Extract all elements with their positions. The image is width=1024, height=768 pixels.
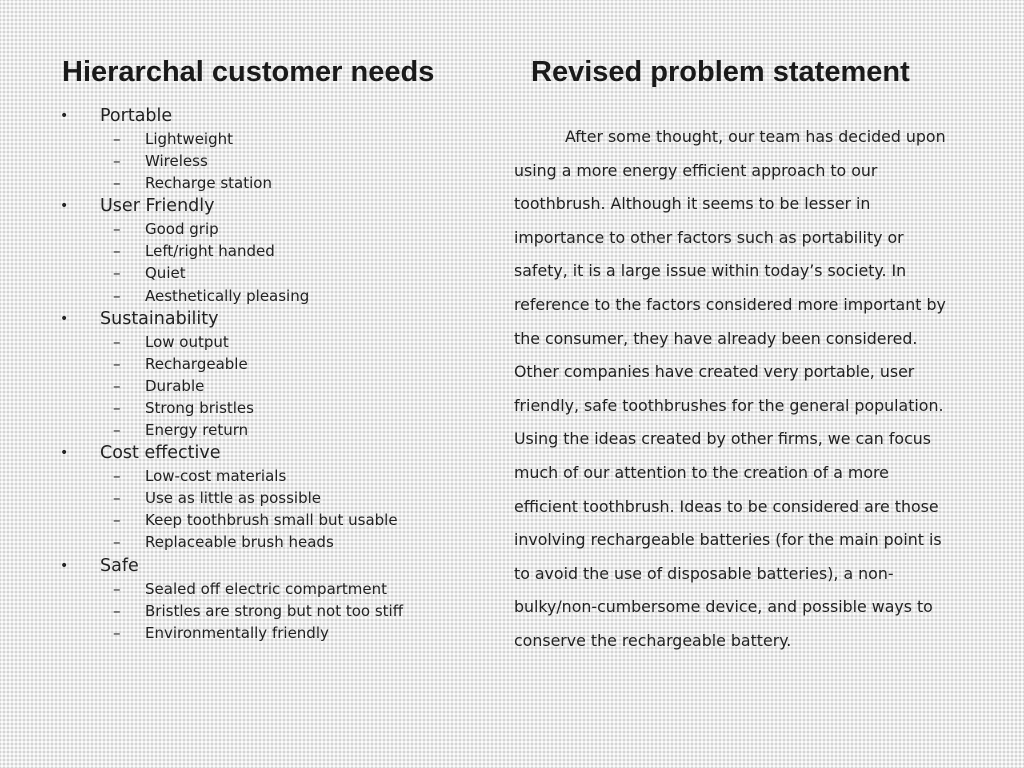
sub-need-item: [100, 578, 480, 600]
dash-icon: –: [113, 174, 121, 193]
sub-need-label: Aesthetically pleasing: [145, 286, 310, 305]
sub-need-label: Keep toothbrush small but usable: [145, 511, 398, 530]
dash-icon: –: [113, 286, 121, 305]
sub-needs-list: [100, 128, 480, 194]
sub-needs-list: [100, 465, 480, 553]
dash-icon: –: [113, 398, 121, 417]
statement-line: using a more energy efficient approach to our: [514, 160, 878, 180]
sub-need-item: [100, 262, 480, 284]
statement-line: Other companies have created very portable, user: [514, 362, 915, 382]
statement-line: friendly, safe toothbrushes for the general population.: [514, 395, 944, 415]
needs-category: [60, 104, 480, 194]
sub-need-item: [100, 600, 480, 622]
sub-need-label: Bristles are strong but not too stiff: [145, 601, 404, 620]
sub-need-item: [100, 128, 480, 150]
sub-need-label: Lightweight: [145, 130, 234, 148]
dash-icon: –: [113, 601, 121, 620]
bullet-icon: •: [60, 445, 69, 462]
needs-category: [60, 194, 480, 306]
sub-need-item: [100, 150, 480, 172]
customer-needs-list: [60, 104, 480, 644]
sub-need-item: [100, 465, 480, 487]
statement-line: efficient toothbrush. Ideas to be considered are those: [514, 496, 939, 516]
category-label: Safe: [100, 555, 139, 576]
category-label: Cost effective: [100, 443, 221, 464]
sub-need-item: [100, 353, 480, 375]
sub-need-label: Energy return: [145, 421, 249, 440]
statement-line: [514, 120, 974, 154]
sub-needs-list: [100, 218, 480, 306]
needs-category: [60, 307, 480, 441]
sub-need-item: [100, 375, 480, 397]
bullet-icon: •: [60, 198, 69, 215]
category-label: Portable: [100, 106, 173, 126]
sub-need-label: Recharge station: [145, 174, 272, 193]
sub-need-item: [100, 419, 480, 441]
sub-need-label: Strong bristles: [145, 398, 254, 417]
sub-need-item: [100, 487, 480, 509]
customer-needs-heading: Hierarchal customer needs: [62, 56, 435, 88]
statement-line: involving rechargeable batteries (for the main point is: [514, 530, 942, 550]
sub-need-item: [100, 622, 480, 644]
statement-line-text: After some thought, our team has decided upon: [565, 127, 946, 146]
sub-need-label: Durable: [145, 376, 205, 395]
dash-icon: –: [113, 489, 121, 508]
statement-line: safety, it is a large issue within today’s society. In: [514, 261, 907, 281]
sub-need-item: [100, 240, 480, 262]
dash-icon: –: [113, 579, 121, 598]
dash-icon: –: [113, 511, 121, 530]
statement-line: much of our attention to the creation of a more: [514, 462, 889, 482]
dash-icon: –: [113, 264, 121, 283]
dash-icon: –: [113, 354, 121, 373]
bullet-icon: •: [60, 310, 69, 327]
category-label: Sustainability: [100, 308, 219, 329]
statement-line: to avoid the use of disposable batteries), a non-: [514, 563, 894, 583]
dash-icon: –: [113, 220, 121, 239]
sub-need-label: Good grip: [145, 220, 219, 239]
dash-icon: –: [113, 623, 121, 642]
needs-category: [60, 554, 480, 644]
sub-need-item: [100, 509, 480, 531]
sub-need-label: Low output: [145, 332, 229, 351]
sub-need-item: [100, 331, 480, 353]
statement-line: importance to other factors such as portability or: [514, 227, 904, 247]
statement-line: reference to the factors considered more important by: [514, 294, 946, 314]
statement-line: the consumer, they have already been considered.: [514, 328, 918, 348]
dash-icon: –: [113, 421, 121, 440]
category-label: User Friendly: [100, 196, 215, 217]
problem-statement-body: [514, 120, 974, 658]
dash-icon: –: [113, 332, 121, 351]
sub-need-label: Rechargeable: [145, 354, 248, 373]
sub-need-label: Environmentally friendly: [145, 623, 329, 642]
sub-need-label: Sealed off electric compartment: [145, 579, 388, 598]
sub-need-label: Low-cost materials: [145, 467, 287, 486]
sub-needs-list: [100, 331, 480, 441]
dash-icon: –: [113, 242, 121, 261]
sub-need-label: Wireless: [145, 152, 208, 171]
bullet-icon: •: [60, 557, 69, 574]
dash-icon: –: [113, 130, 121, 148]
statement-line: conserve the rechargeable battery.: [514, 630, 792, 650]
bullet-icon: •: [60, 108, 69, 124]
sub-need-label: Left/right handed: [145, 242, 275, 261]
sub-need-item: [100, 285, 480, 307]
dash-icon: –: [113, 376, 121, 395]
sub-need-label: Use as little as possible: [145, 489, 322, 508]
dash-icon: –: [113, 533, 121, 552]
statement-line: Using the ideas created by other firms, we can focus: [514, 429, 931, 449]
sub-need-item: [100, 172, 480, 194]
sub-need-item: [100, 531, 480, 553]
sub-needs-list: [100, 578, 480, 644]
needs-category: [60, 441, 480, 553]
problem-statement-heading: Revised problem statement: [531, 56, 910, 88]
sub-need-label: Replaceable brush heads: [145, 533, 334, 552]
statement-line: bulky/non-cumbersome device, and possible ways to: [514, 597, 933, 617]
sub-need-label: Quiet: [145, 264, 186, 283]
statement-line: toothbrush. Although it seems to be lesser in: [514, 194, 871, 214]
dash-icon: –: [113, 467, 121, 486]
sub-need-item: [100, 218, 480, 240]
sub-need-item: [100, 397, 480, 419]
dash-icon: –: [113, 152, 121, 171]
